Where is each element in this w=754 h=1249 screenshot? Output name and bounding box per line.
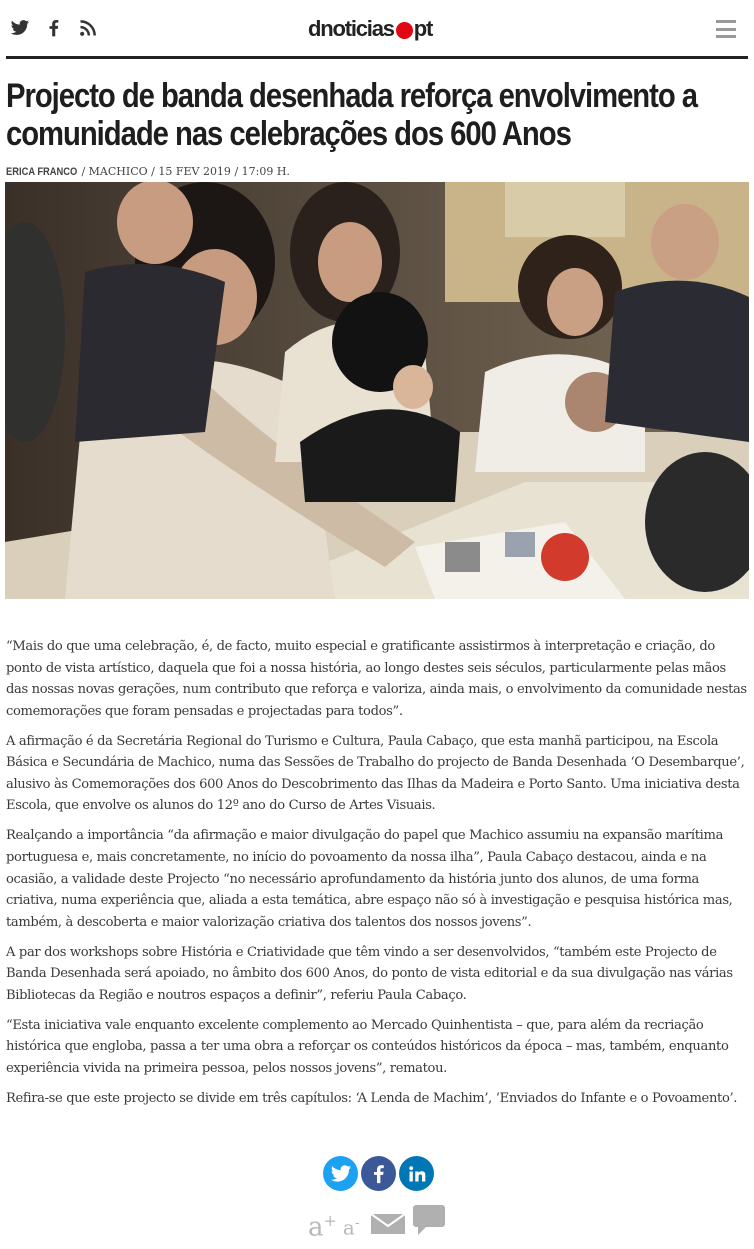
article-paragraph: Refira-se que este projecto se divide em três capítulos: ‘A Lenda de Machim’, ‘Enviados do Infante e o Povoamento’.	[6, 1090, 738, 1106]
facebook-icon	[368, 1163, 390, 1185]
logo-dot	[396, 22, 413, 39]
article-paragraph: A afirmação é da Secretária Regional do Turismo e Cultura, Paula Cabaço, que esta manhã participou, na Escola Básica e Secundária de Machico, numa das Sessões de Trabalho do projecto de Banda Desenhada ‘O Desembarque’, alusivo às Comemorações dos 600 Anos do Descobrimento das Ilhas da Madeira e Porto Santo. Uma iniciativa desta Escola, que envolve os alunos do 12º ano do Curso de Artes Visuais.	[6, 733, 745, 814]
article-author[interactable]: ERICA FRANCO	[6, 166, 78, 178]
article-paragraph: Realçando a importância “da afirmação e maior divulgação do papel que Machico assumiu na expansão marítima portuguesa e, mais concretamente, no início do povoamento da nossa ilha”, Paula Cabaço destacou, ainda e na ocasião, a validade deste Projecto “no necessário aprofundamento da história junto dos alunos, de uma forma criativa, numa experiência que, aliada a esta temática, abre espaço não só à investigação e pesquisa histórica mas, também, à descoberta e maior valorização criativa dos talentos dos nossos jovens”.	[6, 828, 733, 930]
site-logo[interactable]	[308, 16, 432, 42]
logo-text: dnoticias	[308, 16, 394, 41]
font-decrease-button[interactable]: a-	[342, 1215, 360, 1240]
meta-separator: /	[81, 165, 89, 178]
comment-icon[interactable]	[412, 1204, 446, 1240]
facebook-icon[interactable]	[44, 18, 64, 38]
hamburger-icon[interactable]	[716, 20, 736, 38]
article-date: 15 FEV 2019	[158, 165, 231, 178]
article-paragraph: “Esta iniciativa vale enquanto excelente complemento ao Mercado Quinhentista – que, para além da recriação histórica que engloba, passa a ter uma obra a reforçar os conteúdos históricos da época – mas, também, enquanto experiência vivida na primeira pessoa, pelos nossos jovens”, rematou.	[6, 1017, 729, 1076]
article-title	[6, 77, 697, 153]
article-tools	[308, 1204, 446, 1243]
facebook-share-button[interactable]	[361, 1156, 396, 1191]
share-buttons	[323, 1156, 434, 1191]
twitter-icon	[330, 1163, 352, 1185]
article-paragraph: A par dos workshops sobre História e Criatividade que têm vindo a ser desenvolvidos, “também este Projecto de Banda Desenhada será apoiado, no âmbito dos 600 Anos, do ponto de vista editorial e da sua divulgação nas várias Bibliotecas da Região e noutros espaços a definir”, referiu Paula Cabaço.	[6, 944, 733, 1003]
linkedin-icon	[407, 1164, 427, 1184]
twitter-icon[interactable]	[10, 18, 30, 38]
font-increase-button[interactable]: a+	[308, 1211, 337, 1243]
meta-separator: /	[234, 165, 242, 178]
article-body	[6, 636, 748, 1118]
logo-suffix: pt	[413, 16, 433, 41]
twitter-share-button[interactable]	[323, 1156, 358, 1191]
header-divider	[6, 56, 748, 59]
header-social-links	[10, 18, 98, 38]
rss-icon[interactable]	[78, 18, 98, 38]
article-time: 17:09 H.	[241, 165, 290, 178]
article-section[interactable]: MACHICO	[88, 165, 148, 178]
site-header	[0, 0, 754, 58]
meta-separator: /	[151, 165, 159, 178]
article-paragraph: “Mais do que uma celebração, é, de facto, muito especial e gratificante assistirmos à interpretação e criação, do ponto de vista artístico, daquela que foi a nossa história, ao longo destes seis séculos, particularmente pelas mãos das nossas novas gerações, num contributo que reforça e valoriza, ainda mais, o envolvimento da comunidade nestas comemorações que foram pensadas e projectadas para todos”.	[6, 639, 747, 719]
article-meta	[6, 165, 290, 178]
article-photo	[5, 182, 749, 599]
article-title-line-1: Projecto de banda desenhada reforça envolvimento a	[6, 77, 697, 115]
linkedin-share-button[interactable]	[399, 1156, 434, 1191]
article-title-line-2: comunidade nas celebrações dos 600 Anos	[6, 115, 571, 153]
envelope-icon[interactable]	[370, 1212, 406, 1240]
